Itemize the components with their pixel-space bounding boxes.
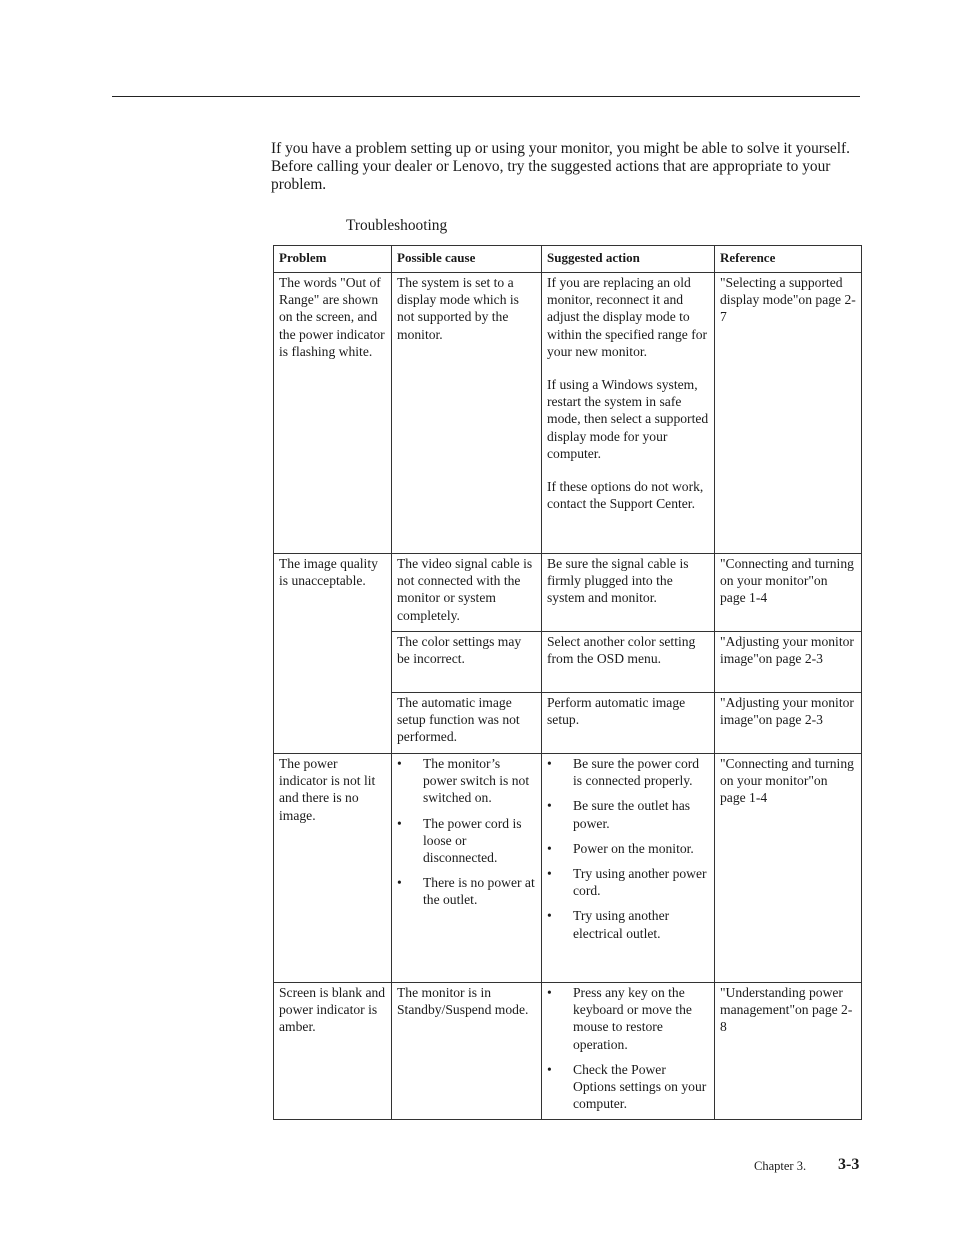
header-suggested-action: Suggested action — [542, 246, 715, 273]
list-item: • Power on the monitor. — [547, 840, 694, 856]
table-row — [274, 983, 862, 1120]
table-header-row — [274, 246, 862, 273]
table-caption: Troubleshooting — [346, 217, 448, 234]
cell-reference: "Selecting a supported display mode"on page 2-7 — [715, 273, 862, 554]
list-item: • Check the Power Options settings on your computer. — [547, 1061, 707, 1112]
cell-reference: "Adjusting your monitor image"on page 2-3 — [715, 632, 862, 693]
action-paragraph: If you are replacing an old monitor, reconnect it and adjust the display mode to within the specified range for your new monitor. — [547, 275, 708, 359]
cell-problem: Screen is blank and power indicator is amber. — [274, 983, 392, 1120]
footer-chapter: Chapter 3. — [754, 1159, 807, 1173]
cell-problem: The words "Out of Range" are shown on the screen, and the power indicator is flashing white. — [274, 273, 392, 554]
list-item: • There is no power at the outlet. — [397, 875, 535, 908]
header-possible-cause: Possible cause — [392, 246, 542, 273]
cell-cause: The automatic image setup function was not performed. — [392, 693, 542, 754]
list-item: • The monitor’s power switch is not switched on. — [397, 756, 530, 806]
cell-reference: "Understanding power management"on page 2-8 — [715, 983, 862, 1120]
action-paragraph: If these options do not work, contact the Support Center. — [547, 479, 704, 512]
table-row — [274, 754, 862, 983]
list-item: • Be sure the power cord is connected properly. — [547, 756, 700, 789]
bullet-icon: • — [397, 756, 402, 771]
cell-cause: The system is set to a display mode which is not supported by the monitor. — [392, 273, 542, 554]
cell-action: Be sure the signal cable is firmly plugged into the system and monitor. — [542, 554, 715, 632]
header-rule — [112, 96, 860, 97]
list-item: • Press any key on the keyboard or move the mouse to restore operation. — [547, 985, 692, 1052]
cell-problem: The power indicator is not lit and there is no image. — [274, 754, 392, 983]
list-item: • Try using another electrical outlet. — [547, 908, 670, 941]
page-number: 3-3 — [838, 1156, 860, 1173]
action-paragraph: If using a Windows system, restart the system in safe mode, then select a supported display mode for your computer. — [547, 377, 709, 461]
cell-action — [542, 754, 715, 983]
cell-reference: "Adjusting your monitor image"on page 2-3 — [715, 693, 862, 754]
bullet-icon: • — [547, 756, 552, 771]
table-row — [274, 273, 862, 554]
bullet-icon: • — [547, 840, 552, 856]
list-item: • Try using another power cord. — [547, 866, 707, 899]
bullet-icon: • — [547, 985, 552, 1000]
cell-action: Select another color setting from the OSD menu. — [542, 632, 715, 693]
cell-reference: "Connecting and turning on your monitor"on page 1-4 — [715, 554, 862, 632]
cell-action — [542, 273, 715, 554]
list-item: • The power cord is loose or disconnected. — [397, 815, 522, 866]
cell-action — [542, 983, 715, 1120]
cell-cause — [392, 754, 542, 983]
cause-list — [397, 755, 536, 909]
troubleshooting-table — [273, 245, 862, 1120]
table-row — [274, 554, 862, 632]
bullet-icon: • — [547, 908, 552, 924]
cell-cause: The video signal cable is not connected with the monitor or system completely. — [392, 554, 542, 632]
bullet-icon: • — [397, 815, 402, 831]
cell-reference: "Connecting and turning on your monitor"on page 1-4 — [715, 754, 862, 983]
bullet-icon: • — [547, 866, 552, 882]
action-list — [547, 755, 709, 942]
cell-cause: The monitor is in Standby/Suspend mode. — [392, 983, 542, 1120]
bullet-icon: • — [547, 798, 552, 814]
bullet-icon: • — [397, 875, 402, 891]
header-problem: Problem — [274, 246, 392, 273]
action-list — [547, 984, 709, 1112]
cell-cause: The color settings may be incorrect. — [392, 632, 542, 693]
cell-problem: The image quality is unacceptable. — [274, 554, 392, 754]
bullet-icon: • — [547, 1061, 552, 1077]
list-item: • Be sure the outlet has power. — [547, 798, 691, 831]
cell-action: Perform automatic image setup. — [542, 693, 715, 754]
intro-paragraph: If you have a problem setting up or using your monitor, you might be able to solve it yourself. Before calling your dealer or Lenovo, try the suggested actions that are appropriate to your problem. — [271, 140, 850, 193]
header-reference: Reference — [715, 246, 862, 273]
